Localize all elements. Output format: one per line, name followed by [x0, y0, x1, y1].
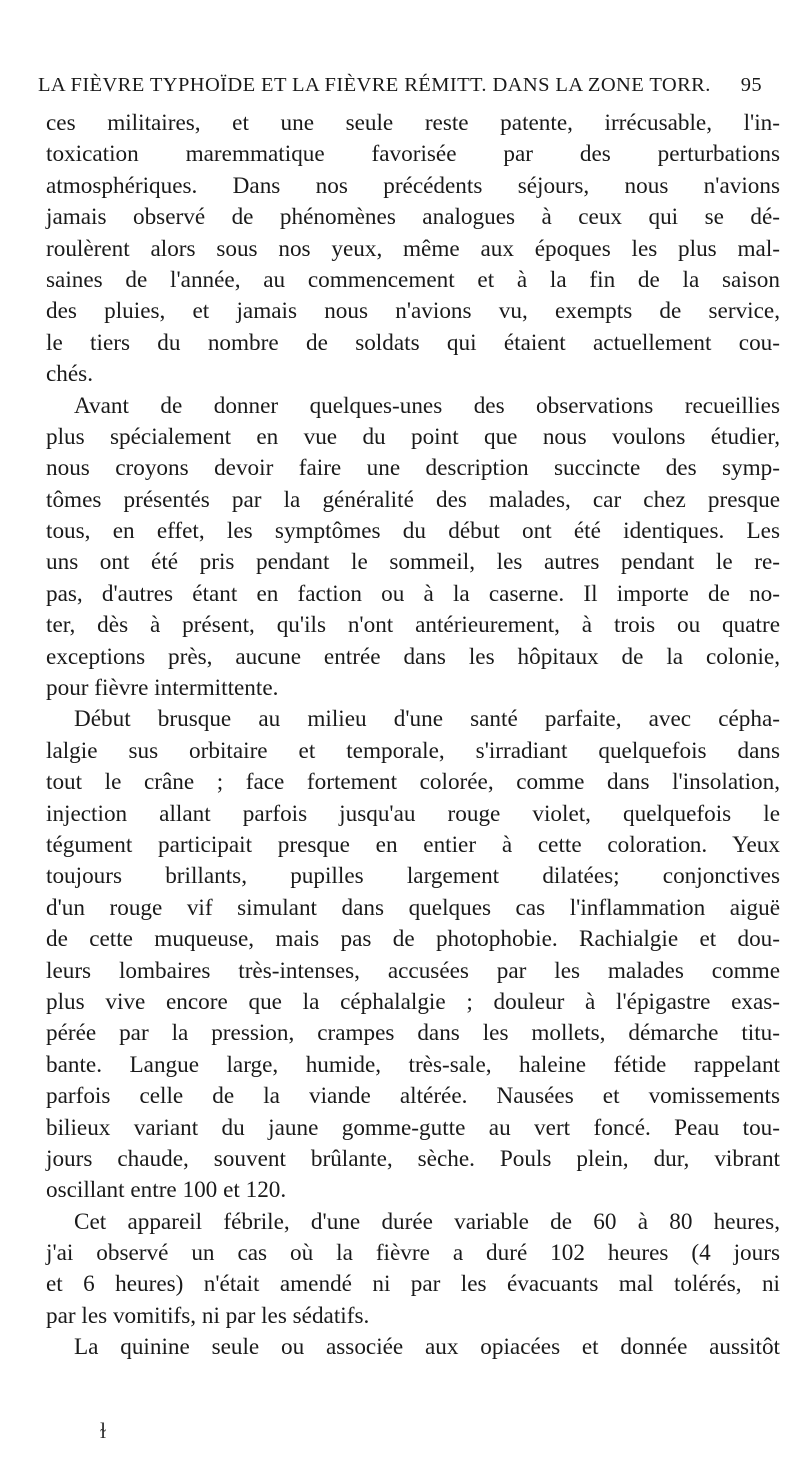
text-line: La quinine seule ou associée aux opiacées et donnée aussitôt	[74, 1334, 780, 1361]
text-line: atmosphériques. Dans nos précédents séjours, nous n'avions	[46, 172, 780, 199]
text-line: ter, dès à présent, qu'ils n'ont antérieurement, à trois ou quatre	[46, 612, 780, 639]
text-line: nous croyons devoir faire une description succincte des symp-	[46, 455, 780, 482]
text-line: oscillant entre 100 et 120.	[46, 1177, 287, 1204]
printer-mark: ɫ	[100, 1418, 107, 1443]
text-line: toujours brillants, pupilles largement dilatées; conjonctives	[46, 863, 780, 890]
text-line: Cet appareil fébrile, d'une durée variable de 60 à 80 heures,	[74, 1208, 780, 1235]
text-line: leurs lombaires très-intenses, accusées par les malades comme	[46, 957, 780, 984]
body-text	[46, 108, 780, 1364]
text-line: lalgie sus orbitaire et temporale, s'irradiant quelquefois dans	[46, 737, 780, 764]
text-line: roulèrent alors sous nos yeux, même aux époques les plus mal-	[46, 235, 780, 262]
text-line: par les vomitifs, ni par les sédatifs.	[46, 1302, 370, 1329]
text-line: bilieux variant du jaune gomme-gutte au vert foncé. Peau tou-	[46, 1114, 780, 1141]
text-line: et 6 heures) n'était amendé ni par les évacuants mal tolérés, ni	[46, 1271, 780, 1298]
text-line: injection allant parfois jusqu'au rouge violet, quelquefois le	[46, 800, 780, 827]
text-line: le tiers du nombre de soldats qui étaient actuellement cou-	[46, 329, 780, 356]
page-number: 95	[740, 74, 762, 96]
text-line: toxication maremmatique favorisée par des perturbations	[46, 141, 780, 168]
running-title: LA FIÈVRE TYPHOÏDE ET LA FIÈVRE RÉMITT. DANS LA ZONE TORR.	[38, 74, 711, 96]
text-line: chés.	[46, 361, 93, 388]
text-line: parfois celle de la viande altérée. Nausées et vomissements	[46, 1083, 780, 1110]
text-line: plus spécialement en vue du point que nous voulons étudier,	[46, 423, 780, 450]
text-line: uns ont été pris pendant le sommeil, les autres pendant le re-	[46, 549, 780, 576]
text-line: tégument participait presque en entier à cette coloration. Yeux	[46, 831, 780, 858]
text-line: ces militaires, et une seule reste patente, irrécusable, l'in-	[46, 110, 780, 136]
text-line: pas, d'autres étant en faction ou à la caserne. Il importe de no-	[46, 580, 780, 607]
text-line: jamais observé de phénomènes analogues à ceux qui se dé-	[46, 204, 780, 231]
text-line: jours chaude, souvent brûlante, sèche. Pouls plein, dur, vibrant	[46, 1145, 780, 1172]
text-line: pour fièvre intermittente.	[46, 675, 279, 702]
text-line: saines de l'année, au commencement et à la fin de la saison	[46, 266, 780, 293]
text-line: Avant de donner quelques-unes des observations recueillies	[74, 392, 780, 419]
text-line: des pluies, et jamais nous n'avions vu, exempts de service,	[46, 298, 780, 325]
text-line: tous, en effet, les symptômes du début ont été identiques. Les	[46, 518, 780, 545]
text-line: pérée par la pression, crampes dans les mollets, démarche titu-	[46, 1020, 780, 1047]
text-line: exceptions près, aucune entrée dans les hôpitaux de la colonie,	[46, 643, 780, 670]
text-line: tout le crâne ; face fortement colorée, comme dans l'insolation,	[46, 769, 780, 796]
text-line: plus vive encore que la céphalalgie ; douleur à l'épigastre exas-	[46, 988, 780, 1015]
text-line: j'ai observé un cas où la fièvre a duré 102 heures (4 jours	[46, 1240, 780, 1267]
text-line: d'un rouge vif simulant dans quelques cas l'inflammation aiguë	[46, 894, 780, 921]
text-line: tômes présentés par la généralité des malades, car chez presque	[46, 486, 780, 513]
text-line: Début brusque au milieu d'une santé parfaite, avec cépha-	[74, 706, 780, 733]
running-header	[38, 74, 762, 100]
text-line: de cette muqueuse, mais pas de photophobie. Rachialgie et dou-	[46, 926, 780, 953]
text-line: bante. Langue large, humide, très-sale, haleine fétide rappelant	[46, 1051, 780, 1078]
